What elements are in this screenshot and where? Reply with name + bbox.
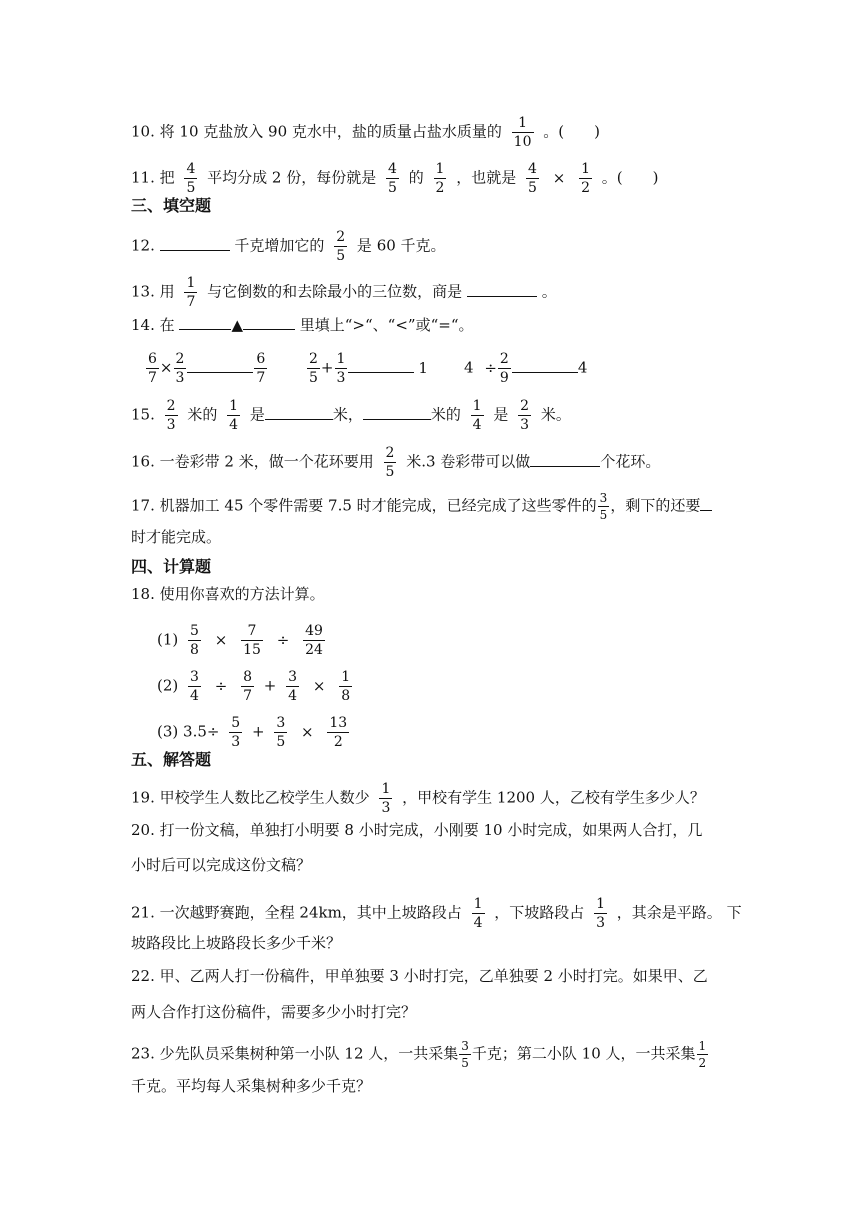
fraction: $\frac{2}{5}$ xyxy=(336,229,346,264)
question-21 xyxy=(131,897,742,930)
question-text: 少先队员采集树种第一小队 12 人，一共采集 xyxy=(159,1044,459,1063)
question-17 xyxy=(131,492,712,521)
question-number: 16. xyxy=(131,452,155,471)
question-text: 甲、乙两人打一份稿件，甲单独要 3 小时打完，乙单独要 2 小时打完。如果甲、乙 xyxy=(159,967,708,985)
fraction: $\frac{1}{4}$ xyxy=(472,398,482,433)
question-text: 是 60 千克。 xyxy=(356,236,446,255)
question-text: 使用你喜欢的方法计算。 xyxy=(159,585,325,603)
fraction: $\frac{1}{10}$ xyxy=(513,115,532,150)
question-text: 的 xyxy=(408,168,424,187)
calc-part-3 xyxy=(157,716,354,749)
fraction: $\frac{2}{3}$ xyxy=(520,398,530,433)
comparison-value: 4 xyxy=(464,358,474,377)
question-text: ，下坡路段占 xyxy=(494,903,585,922)
question-23-line-2: 千克。平均每人采集树种多少千克？ xyxy=(131,1077,372,1095)
question-15 xyxy=(131,399,571,432)
comparison-3 xyxy=(464,352,587,385)
question-text: 个花环。 xyxy=(600,452,661,471)
question-12 xyxy=(131,230,446,263)
fraction: $\frac{49}{24}$ xyxy=(305,623,323,658)
question-text: 米。 xyxy=(540,405,571,424)
question-text: 是 xyxy=(249,405,265,424)
question-number: 19. xyxy=(131,788,155,807)
fraction: $\frac{3}{5}$ xyxy=(599,491,608,522)
fraction: $\frac{1}{2}$ xyxy=(581,161,590,196)
fraction: $\frac{1}{3}$ xyxy=(336,351,346,386)
question-number: 23. xyxy=(131,1044,155,1063)
fraction: $\frac{4}{5}$ xyxy=(388,161,397,196)
answer-blank[interactable] xyxy=(265,405,333,420)
answer-bracket[interactable]: 。( ) xyxy=(543,122,600,141)
answer-blank[interactable] xyxy=(530,452,600,467)
times-symbol: × xyxy=(312,676,326,695)
question-10 xyxy=(131,116,600,149)
question-text: 一卷彩带 2 米，做一个花环要用 xyxy=(159,452,374,471)
question-14 xyxy=(131,315,473,335)
comparison-value: 4 xyxy=(577,358,588,377)
section-heading-fill-blank: 三、填空题 xyxy=(131,196,212,215)
plus-symbol: + xyxy=(263,676,277,695)
question-text: 打一份文稿，单独打小明要 8 小时完成，小刚要 10 小时完成，如果两人合打，几 xyxy=(159,821,703,839)
calc-part-2 xyxy=(157,670,357,703)
question-16 xyxy=(131,446,660,479)
fraction: $\frac{1}{3}$ xyxy=(381,781,391,816)
question-text: 用 xyxy=(159,282,175,301)
fraction: $\frac{3}{4}$ xyxy=(190,669,199,704)
times-symbol: × xyxy=(159,358,173,377)
comparison-2 xyxy=(306,352,428,385)
answer-blank[interactable] xyxy=(160,236,230,251)
question-number: 15. xyxy=(131,405,155,424)
answer-blank xyxy=(179,315,231,330)
question-text: 千克；第二小队 10 人，一共采集 xyxy=(471,1044,696,1063)
question-20-line-2: 小时后可以完成这份文稿？ xyxy=(131,856,312,874)
question-number: 22. xyxy=(131,967,155,985)
fraction: $\frac{2}{5}$ xyxy=(385,445,395,480)
part-label: (3) xyxy=(157,722,179,741)
question-text: 米， xyxy=(332,405,363,424)
question-20 xyxy=(131,820,702,840)
times-symbol: × xyxy=(552,168,566,187)
divide-symbol: ÷ xyxy=(214,676,228,695)
question-text: ，也就是 xyxy=(456,168,517,187)
fraction: $\frac{1}{7}$ xyxy=(186,275,196,310)
question-13 xyxy=(131,276,557,309)
question-text: 一次越野赛跑，全程 24km，其中上坡路段占 xyxy=(159,903,462,922)
fraction: $\frac{2}{3}$ xyxy=(166,398,176,433)
divide-symbol: ÷ xyxy=(276,630,290,649)
question-number: 14. xyxy=(131,316,155,334)
question-11 xyxy=(131,162,659,195)
fraction: $\frac{2}{9}$ xyxy=(499,351,509,386)
question-text: 米的 xyxy=(430,405,461,424)
question-19 xyxy=(131,782,705,815)
triangle-icon: ▲ xyxy=(231,316,243,334)
question-text: 米的 xyxy=(187,405,218,424)
question-number: 18. xyxy=(131,585,155,603)
question-text: 将 10 克盐放入 90 克水中，盐的质量占盐水质量的 xyxy=(159,122,502,141)
plus-symbol: + xyxy=(251,722,265,741)
fraction: $\frac{1}{4}$ xyxy=(473,896,483,931)
fraction: $\frac{13}{2}$ xyxy=(329,715,348,750)
fraction: $\frac{1}{3}$ xyxy=(596,896,606,931)
fraction: $\frac{1}{8}$ xyxy=(341,669,351,704)
question-22 xyxy=(131,966,708,986)
question-text: ，其余是平路。 下 xyxy=(616,903,742,922)
plus-symbol: + xyxy=(320,358,334,377)
answer-blank[interactable] xyxy=(512,358,578,373)
fraction: $\frac{1}{4}$ xyxy=(229,398,239,433)
fraction: $\frac{3}{4}$ xyxy=(288,669,298,704)
fraction: $\frac{4}{5}$ xyxy=(186,161,196,196)
calc-part-1 xyxy=(157,624,330,657)
fraction: $\frac{6}{7}$ xyxy=(148,351,157,386)
answer-blank[interactable] xyxy=(348,358,414,373)
answer-blank[interactable] xyxy=(467,282,537,297)
question-text: 在 xyxy=(159,316,175,334)
answer-bracket[interactable]: 。( ) xyxy=(601,168,659,187)
question-text: 与它倒数的和去除最小的三位数，商是 xyxy=(207,282,463,301)
part-label: (1) xyxy=(157,630,179,649)
answer-blank xyxy=(243,315,295,330)
question-18 xyxy=(131,584,325,604)
question-text: ，甲校有学生 1200 人，乙校有学生多少人？ xyxy=(402,788,705,807)
question-text: 机器加工 45 个零件需要 7.5 时才能完成，已经完成了这些零件的 xyxy=(159,496,597,515)
question-text: 。 xyxy=(541,282,557,301)
question-text: 甲校学生人数比乙校学生人数少 xyxy=(159,788,370,807)
fraction: $\frac{6}{7}$ xyxy=(256,351,266,386)
question-22-line-2: 两人合作打这份稿件，需要多少小时打完？ xyxy=(131,1003,417,1021)
question-number: 17. xyxy=(131,496,155,515)
question-text: 里填上“>“、“<”或“=“。 xyxy=(299,316,474,334)
question-number: 20. xyxy=(131,821,155,839)
divide-symbol: ÷ xyxy=(484,358,497,377)
question-text: 是 xyxy=(493,405,509,424)
question-text: ，剩下的还要 xyxy=(610,496,701,515)
times-symbol: × xyxy=(214,630,228,649)
fraction: $\frac{8}{7}$ xyxy=(243,669,253,704)
fraction: $\frac{2}{5}$ xyxy=(309,351,318,386)
fraction: $\frac{3}{5}$ xyxy=(461,1039,469,1070)
question-text: 千克增加它的 xyxy=(234,236,325,255)
fraction: $\frac{4}{5}$ xyxy=(528,161,537,196)
fraction: $\frac{3}{5}$ xyxy=(276,715,286,750)
part-label: (2) xyxy=(157,676,179,695)
answer-blank[interactable] xyxy=(187,358,253,373)
question-21-line-2: 坡路段比上坡路段长多少千米？ xyxy=(131,934,342,952)
answer-blank[interactable] xyxy=(363,405,431,420)
expression-text: 3.5÷ xyxy=(183,722,220,741)
fraction: $\frac{5}{3}$ xyxy=(231,715,241,750)
question-number: 21. xyxy=(131,903,155,922)
question-17-line-2: 时才能完成。 xyxy=(131,528,222,546)
fraction: $\frac{5}{8}$ xyxy=(190,623,199,658)
section-heading-calculation: 四、计算题 xyxy=(131,557,212,576)
fraction: $\frac{7}{15}$ xyxy=(243,623,261,658)
question-number: 13. xyxy=(131,282,155,301)
fraction: $\frac{1}{2}$ xyxy=(435,161,445,196)
fraction: $\frac{2}{3}$ xyxy=(175,351,185,386)
question-number: 12. xyxy=(131,236,155,255)
comparison-value: 1 xyxy=(418,358,428,377)
question-text: 平均分成 2 份，每份就是 xyxy=(207,168,377,187)
question-23 xyxy=(131,1040,709,1069)
question-text: 米.3 卷彩带可以做 xyxy=(406,452,531,471)
comparison-1 xyxy=(145,352,268,385)
answer-blank[interactable] xyxy=(700,496,712,511)
question-number: 11. xyxy=(131,168,155,187)
section-heading-word-problems: 五、解答题 xyxy=(131,750,212,769)
question-text: 把 xyxy=(159,168,175,187)
times-symbol: × xyxy=(301,722,314,741)
fraction: $\frac{1}{2}$ xyxy=(698,1039,707,1070)
question-number: 10. xyxy=(131,122,155,141)
